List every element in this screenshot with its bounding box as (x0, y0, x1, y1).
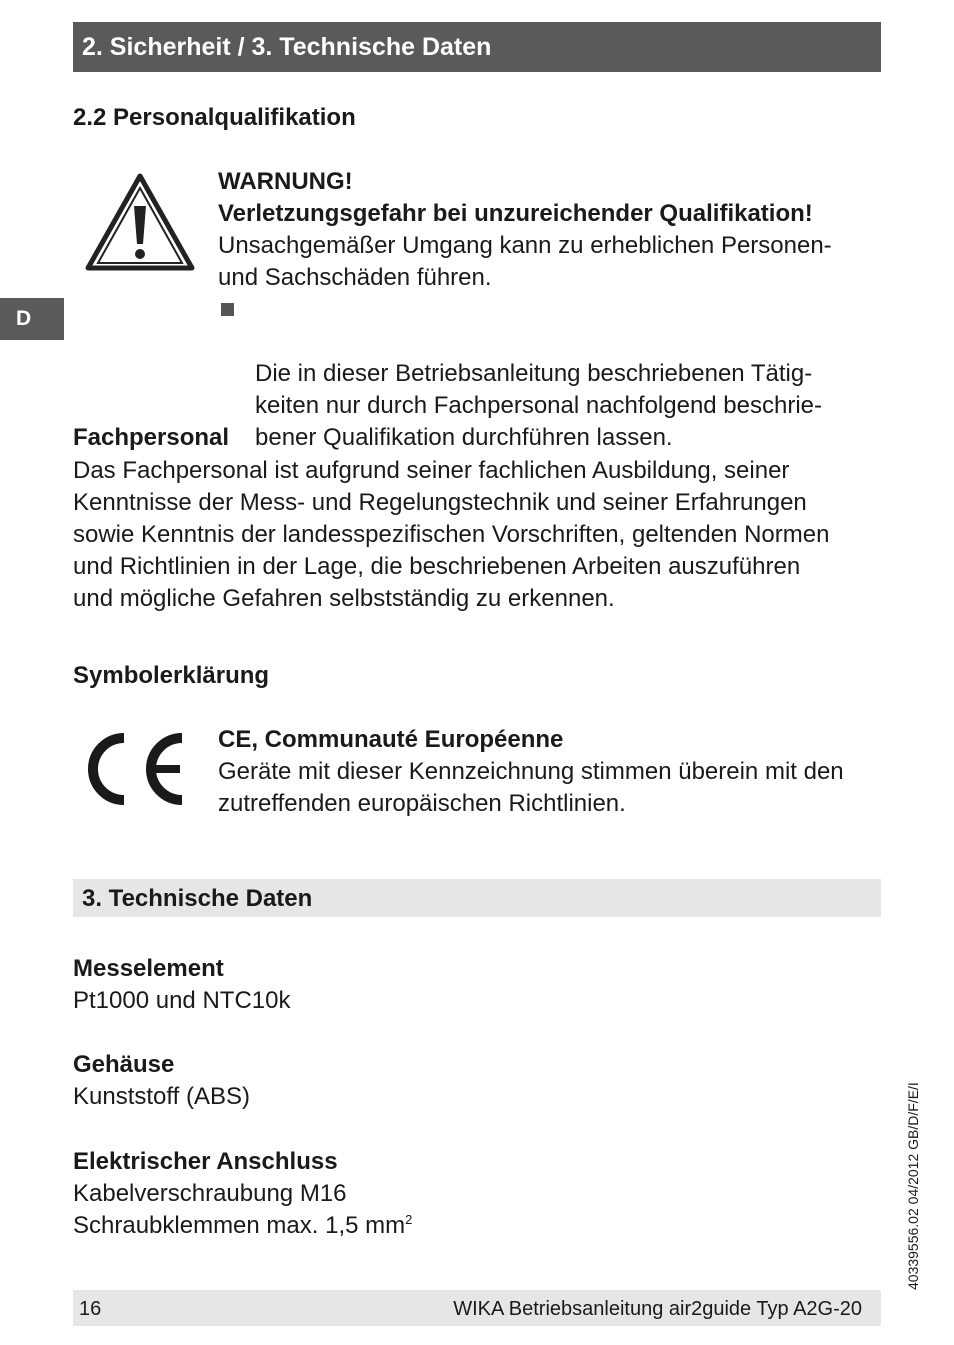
section-bar-technische-daten (73, 879, 881, 917)
warning-text: Unsachgemäßer Umgang kann zu erheblichen Personen- und Sachschäden führen. (218, 232, 832, 291)
warning-bullet (218, 294, 898, 454)
warning-block (218, 166, 898, 454)
warning-bullet-text: Die in dieser Betriebsanleitung beschriebenen Tätig- keiten nur durch Fachpersonal nachfolgend beschrie- bener Qualifikation durchführen lassen. (255, 360, 823, 451)
page-number: 16 (79, 1298, 102, 1320)
language-tab-label: D (16, 307, 32, 330)
page-footer (73, 1290, 881, 1326)
spec-value: Pt1000 und NTC10k (73, 987, 291, 1014)
warning-subtitle: Verletzungsgefahr bei unzureichender Qualifikation! (218, 200, 813, 227)
warning-title: WARNUNG! (218, 168, 353, 195)
language-tab (0, 298, 64, 340)
header-title: 2. Sicherheit / 3. Technische Daten (82, 33, 492, 61)
spec-gehaeuse (73, 1049, 250, 1113)
spec-label: Gehäuse (73, 1051, 175, 1078)
spec-value-2-text: Schraubklemmen max. 1,5 mm (73, 1212, 406, 1239)
ce-description (218, 724, 898, 820)
ce-text: Geräte mit dieser Kennzeichnung stimmen überein mit den zutreffenden europäischen Richtlinien. (218, 758, 844, 817)
page-header (73, 22, 881, 72)
ce-mark-icon (86, 732, 190, 806)
spec-label: Elektrischer Anschluss (73, 1148, 338, 1175)
fachpersonal-heading: Fachpersonal (73, 424, 230, 451)
document-code: 40339556.02 04/2012 GB/D/F/E/I (905, 1082, 921, 1290)
warning-triangle-icon (84, 172, 196, 272)
section-title: 3. Technische Daten (82, 885, 313, 912)
bullet-square-icon (221, 303, 234, 316)
fachpersonal-text: Das Fachpersonal ist aufgrund seiner fachlichen Ausbildung, seiner Kenntnisse der Mess- und Regelungstechnik und seiner Erfahrungen sowie Kenntnis der landesspezifischen Vorschriften, geltenden Normen und Richtlinien in der Lage, die beschriebenen Arbeiten auszuführen und mögliche Gefahren selbstständig zu erkennen. (73, 457, 830, 612)
section-heading-personalqualifikation: 2.2 Personalqualifikation (73, 104, 356, 131)
spec-value-2 (73, 1210, 412, 1242)
spec-value-2-superscript: 2 (405, 1212, 413, 1227)
footer-title: WIKA Betriebsanleitung air2guide Typ A2G-20 (453, 1298, 862, 1320)
spec-messelement (73, 953, 290, 1017)
spec-elektrischer-anschluss (73, 1146, 412, 1242)
symbol-heading: Symbolerklärung (73, 662, 270, 689)
spec-label: Messelement (73, 955, 224, 982)
ce-title: CE, Communauté Européenne (218, 726, 564, 753)
spec-value: Kunststoff (ABS) (73, 1083, 250, 1110)
spec-value: Kabelverschraubung M16 (73, 1180, 347, 1207)
